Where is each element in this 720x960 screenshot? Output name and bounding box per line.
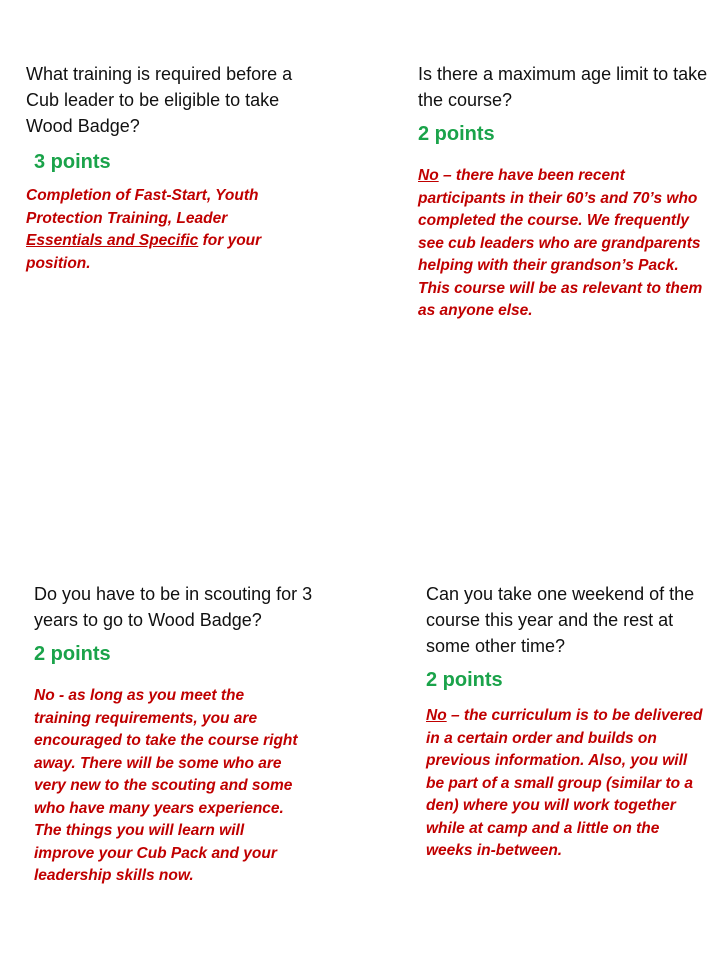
question-text: Is there a maximum age limit to take the course?	[418, 64, 708, 110]
answer-underlined-text: No	[426, 707, 447, 724]
quiz-card-years-in-scouting	[34, 581, 334, 888]
answer-text-part: – there have been recent participants in their 60’s and 70’s who completed the course. We frequently see cub leaders who are grandparents helping with their grandson’s Pack. This course will be as relevant to them as anyone else.	[418, 167, 703, 319]
quiz-card-split-weekends	[426, 581, 710, 863]
answer-text-part: – the curriculum is to be delivered in a certain order and builds on previous information. Also, you will be part of a small group (similar to a den) where you will work together while at camp and a little on the weeks in-between.	[426, 707, 703, 859]
points-label: 2 points	[418, 123, 495, 145]
answer-text	[426, 705, 706, 863]
points-label: 3 points	[34, 151, 111, 173]
quiz-card-training	[26, 61, 326, 275]
answer-text: No - as long as you meet the training requirements, you are encouraged to take the course right away. There will be some who are very new to the scouting and some who have many years experience. The things you will learn will improve your Cub Pack and your leadership skills now.	[34, 687, 298, 884]
question-text: Can you take one weekend of the course this year and the rest at some other time?	[426, 584, 695, 656]
answer-text	[26, 185, 281, 275]
quiz-card-age-limit	[418, 61, 708, 323]
question-text: Do you have to be in scouting for 3 years to go to Wood Badge?	[34, 584, 313, 630]
points-label: 2 points	[34, 643, 111, 665]
answer-underlined-text: No	[418, 167, 439, 184]
question-text: What training is required before a Cub leader to be eligible to take Wood Badge?	[26, 64, 293, 136]
points-label: 2 points	[426, 669, 503, 691]
answer-text-part: Completion of Fast-Start, Youth Protection Training, Leader	[26, 187, 259, 227]
answer-underlined-text: Essentials and Specific	[26, 232, 199, 249]
answer-text-part: for your position.	[26, 232, 262, 272]
answer-text	[418, 165, 708, 323]
